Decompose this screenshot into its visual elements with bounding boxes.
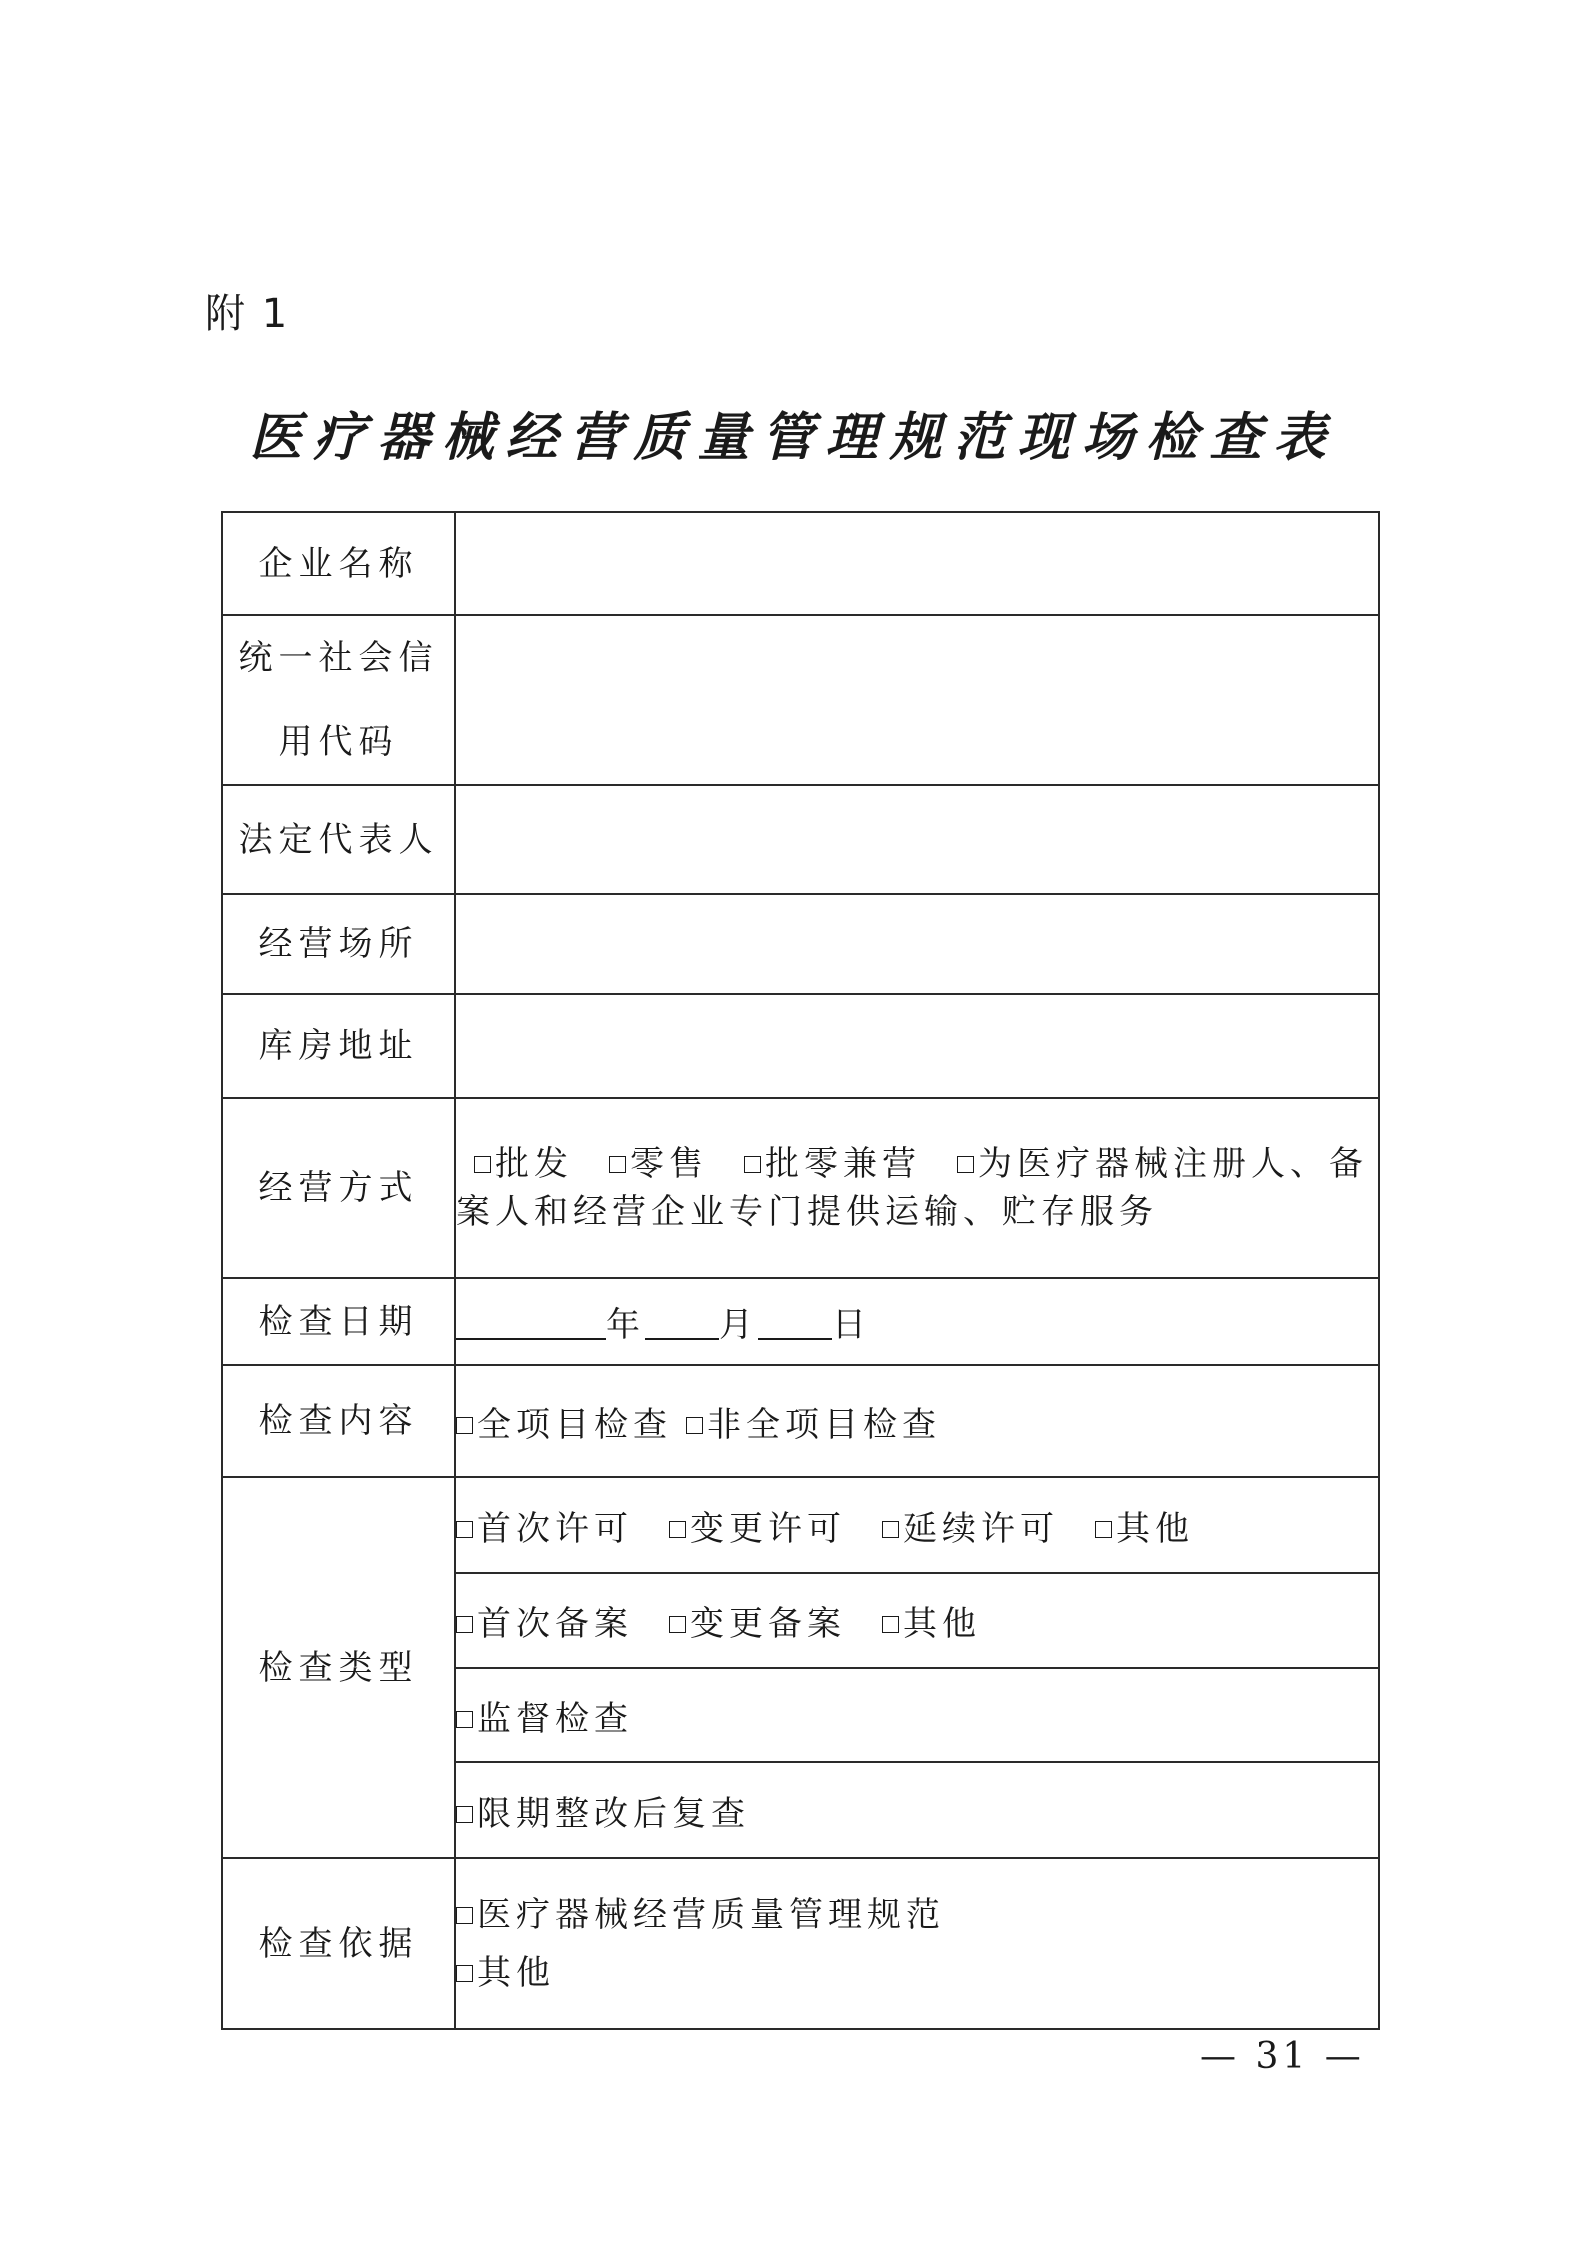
- row-credit-code: [222, 615, 1379, 785]
- checkbox[interactable]: [744, 1156, 761, 1173]
- inspection-form-table: [221, 511, 1380, 2030]
- checkbox[interactable]: [456, 1616, 473, 1633]
- checkbox[interactable]: [456, 1417, 473, 1434]
- checkbox[interactable]: [456, 1521, 473, 1538]
- legal-rep-label: 法定代表人: [222, 785, 455, 894]
- checkbox[interactable]: [882, 1521, 899, 1538]
- day-blank[interactable]: [758, 1308, 832, 1340]
- row-inspection-type: [222, 1477, 1379, 1573]
- option-renew-license[interactable]: 延续许可: [882, 1501, 1059, 1550]
- business-mode-label: 经营方式: [222, 1098, 455, 1278]
- option-change-filing[interactable]: 变更备案: [669, 1596, 846, 1645]
- inspection-content-label: 检查内容: [222, 1365, 455, 1477]
- credit-code-label: [222, 615, 455, 785]
- row-business-mode: [222, 1098, 1379, 1278]
- inspection-date-field: [455, 1278, 1379, 1365]
- row-legal-rep: [222, 785, 1379, 894]
- option-wholesale-retail[interactable]: 批零兼营: [744, 1140, 921, 1188]
- option-gsp-regulation[interactable]: 医疗器械经营质量管理规范: [456, 1886, 1378, 1944]
- inspection-type-supervision-option: [455, 1668, 1379, 1762]
- option-retail[interactable]: 零售: [609, 1140, 708, 1188]
- option-license-other[interactable]: 其他: [1095, 1501, 1194, 1550]
- inspection-type-label: 检查类型: [222, 1477, 455, 1858]
- option-change-license[interactable]: 变更许可: [669, 1501, 846, 1550]
- checkbox[interactable]: [609, 1156, 626, 1173]
- option-first-filing[interactable]: 首次备案: [456, 1596, 633, 1645]
- inspection-basis-label: 检查依据: [222, 1858, 455, 2029]
- form-title: 医疗器械经营质量管理规范现场检查表: [249, 407, 1338, 468]
- company-name-field[interactable]: [455, 512, 1379, 615]
- option-supervision-inspection[interactable]: 监督检查: [456, 1691, 633, 1740]
- business-site-label: 经营场所: [222, 894, 455, 994]
- option-first-license[interactable]: 首次许可: [456, 1501, 633, 1550]
- option-basis-other[interactable]: 其他: [456, 1944, 1378, 2002]
- month-unit: 月: [719, 1305, 758, 1345]
- row-inspection-basis: [222, 1858, 1379, 2029]
- annex-label: 附 1: [205, 291, 290, 337]
- checkbox[interactable]: [456, 1907, 473, 1924]
- inspection-content-options: [455, 1365, 1379, 1477]
- day-unit: 日: [832, 1305, 871, 1345]
- company-name-label: 企业名称: [222, 512, 455, 615]
- row-warehouse-address: [222, 994, 1379, 1098]
- checkbox[interactable]: [957, 1156, 974, 1173]
- checkbox[interactable]: [882, 1616, 899, 1633]
- checkbox[interactable]: [1095, 1521, 1112, 1538]
- month-blank[interactable]: [645, 1308, 719, 1340]
- option-rectification-recheck[interactable]: 限期整改后复查: [456, 1786, 750, 1835]
- option-full-inspection[interactable]: 全项目检查: [456, 1397, 672, 1446]
- inspection-type-recheck-option: [455, 1762, 1379, 1858]
- credit-code-field[interactable]: [455, 615, 1379, 785]
- option-logistics-service[interactable]: 为医疗器械注册人、备案人和经营企业专门提供运输、贮存服务: [456, 1144, 1368, 1232]
- row-company-name: [222, 512, 1379, 615]
- year-blank[interactable]: [456, 1308, 606, 1340]
- checkbox[interactable]: [456, 1965, 473, 1982]
- business-mode-options: [455, 1098, 1379, 1278]
- business-site-field[interactable]: [455, 894, 1379, 994]
- checkbox[interactable]: [456, 1711, 473, 1728]
- checkbox[interactable]: [669, 1521, 686, 1538]
- page-number: — 31 —: [1200, 2036, 1365, 2077]
- credit-code-label-line1: 统一社会信: [238, 638, 439, 678]
- row-inspection-content: [222, 1365, 1379, 1477]
- year-unit: 年: [606, 1305, 645, 1345]
- inspection-type-filing-options: [455, 1573, 1379, 1668]
- inspection-basis-options: [455, 1858, 1379, 2029]
- checkbox[interactable]: [669, 1616, 686, 1633]
- option-wholesale[interactable]: 批发: [474, 1140, 573, 1188]
- row-business-site: [222, 894, 1379, 994]
- option-filing-other[interactable]: 其他: [882, 1596, 981, 1645]
- inspection-type-license-options: [455, 1477, 1379, 1573]
- option-partial-inspection[interactable]: 非全项目检查: [686, 1397, 941, 1446]
- credit-code-label-line2: 用代码: [278, 722, 399, 762]
- warehouse-address-label: 库房地址: [222, 994, 455, 1098]
- checkbox[interactable]: [686, 1417, 703, 1434]
- warehouse-address-field[interactable]: [455, 994, 1379, 1098]
- legal-rep-field[interactable]: [455, 785, 1379, 894]
- checkbox[interactable]: [456, 1806, 473, 1823]
- inspection-date-label: 检查日期: [222, 1278, 455, 1365]
- row-inspection-date: [222, 1278, 1379, 1365]
- checkbox[interactable]: [474, 1156, 491, 1173]
